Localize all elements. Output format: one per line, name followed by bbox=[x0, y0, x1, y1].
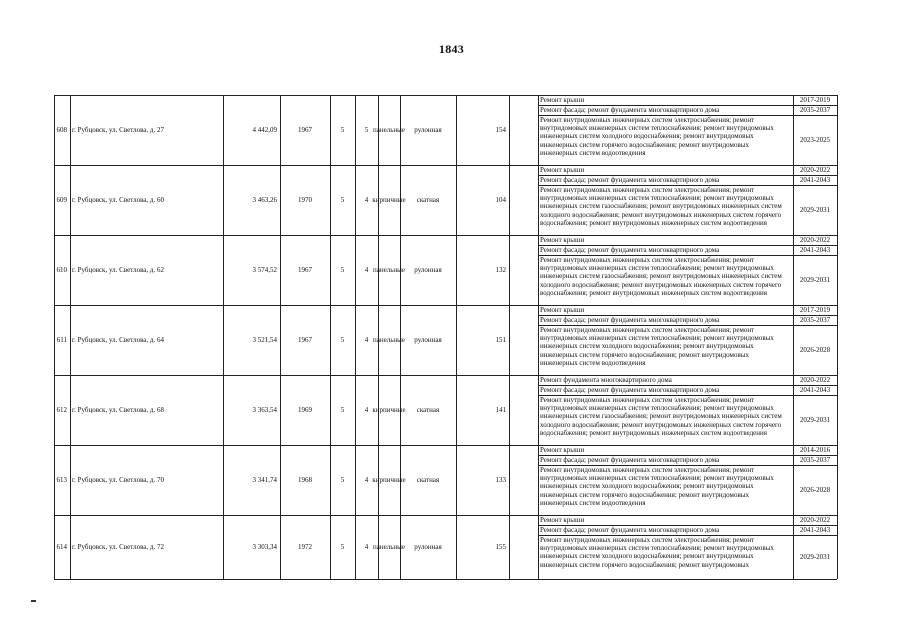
repair-work-description: Ремонт фасада; ремонт фундамента многоквартирного дома bbox=[540, 176, 720, 184]
residents-count: 154 bbox=[495, 126, 506, 134]
wall-material: кирпичные bbox=[372, 196, 406, 204]
repair-work-description: Ремонт внутридомовых инженерных систем электроснабжения; ремонт внутридомовых инженерных систем теплоснабжения; ремонт внутридомовых инженерных систем холодного водоснабжения; ремонт внутридомовых инженерных систем горячего водоснабжения; ремонт внутридомовых инженерных систем водоотведения bbox=[540, 326, 774, 367]
row-number: 613 bbox=[56, 476, 67, 484]
residents-count: 141 bbox=[495, 406, 506, 414]
repair-period: 2029-2031 bbox=[799, 276, 831, 284]
house-area: 3 363,54 bbox=[252, 406, 277, 414]
repair-work-description: Ремонт внутридомовых инженерных систем электроснабжения; ремонт внутридомовых инженерных систем теплоснабжения; ремонт внутридомовых инженерных систем газоснабжения; ремонт внутридомовых инженерных систем холодного водоснабжения; ремонт внутридомовых инженерных систем горячего водоснабжения; ремонт внутридомовых инженерных систем водоотведения bbox=[540, 256, 782, 297]
entrances-count: 4 bbox=[364, 406, 369, 414]
floors-count: 5 bbox=[340, 196, 345, 204]
repair-period: 2035-2037 bbox=[799, 106, 831, 114]
build-year: 1970 bbox=[298, 196, 312, 204]
house-area: 3 463,26 bbox=[252, 196, 277, 204]
roof-type: рулонная bbox=[414, 266, 442, 274]
residents-count: 104 bbox=[495, 196, 506, 204]
build-year: 1972 bbox=[298, 543, 312, 551]
repair-work-description: Ремонт внутридомовых инженерных систем электроснабжения; ремонт внутридомовых инженерных систем теплоснабжения; ремонт внутридомовых инженерных систем холодного водоснабжения; ремонт внутридомовых инженерных систем горячего водоснабжения; ремонт внутридомовых инженерных систем водоотведения bbox=[540, 466, 774, 507]
housing-table bbox=[54, 95, 837, 579]
repair-period: 2017-2019 bbox=[799, 306, 831, 314]
repair-period: 2020-2022 bbox=[799, 166, 831, 174]
repair-work-description: Ремонт крыши bbox=[540, 306, 585, 314]
wall-material: кирпичные bbox=[372, 406, 406, 414]
residents-count: 133 bbox=[495, 476, 506, 484]
wall-material: кирпичные bbox=[372, 476, 406, 484]
repair-period: 2035-2037 bbox=[799, 456, 831, 464]
build-year: 1968 bbox=[298, 476, 312, 484]
row-number: 609 bbox=[56, 196, 67, 204]
row-number: 614 bbox=[56, 543, 67, 551]
floors-count: 5 bbox=[340, 406, 345, 414]
row-number: 610 bbox=[56, 266, 67, 274]
roof-type: рулонная bbox=[414, 543, 442, 551]
house-area: 3 303,34 bbox=[252, 543, 277, 551]
entrances-count: 4 bbox=[364, 266, 369, 274]
repair-work-description: Ремонт фундамента многоквартирного дома bbox=[540, 376, 672, 384]
roof-type: скатная bbox=[416, 476, 440, 484]
entrances-count: 5 bbox=[364, 126, 369, 134]
roof-type: скатная bbox=[416, 196, 440, 204]
residents-count: 151 bbox=[495, 336, 506, 344]
repair-work-description: Ремонт внутридомовых инженерных систем электроснабжения; ремонт внутридомовых инженерных систем теплоснабжения; ремонт внутридомовых инженерных систем холодного водоснабжения; ремонт внутридомовых инженерных систем горячего водоснабжения; ремонт внутридомовых bbox=[540, 536, 774, 569]
residents-count: 132 bbox=[495, 266, 506, 274]
row-number: 612 bbox=[56, 406, 67, 414]
repair-period: 2020-2022 bbox=[799, 236, 831, 244]
repair-work-description: Ремонт внутридомовых инженерных систем электроснабжения; ремонт внутридомовых инженерных систем теплоснабжения; ремонт внутридомовых инженерных систем газоснабжения; ремонт внутридомовых инженерных систем холодного водоснабжения; ремонт внутридомовых инженерных систем горячего водоснабжения; ремонт внутридомовых инженерных систем водоотведения bbox=[540, 396, 782, 437]
house-area: 4 442,09 bbox=[252, 126, 277, 134]
repair-work-description: Ремонт крыши bbox=[540, 96, 585, 104]
house-address: г. Рубцовск, ул. Светлова, д. 62 bbox=[72, 266, 164, 274]
floors-count: 5 bbox=[340, 126, 345, 134]
table-column-border bbox=[837, 95, 838, 579]
roof-type: рулонная bbox=[414, 126, 442, 134]
repair-period: 2041-2043 bbox=[799, 246, 831, 254]
floors-count: 5 bbox=[340, 476, 345, 484]
house-area: 3 574,52 bbox=[252, 266, 277, 274]
house-area: 3 341,74 bbox=[252, 476, 277, 484]
repair-period: 2023-2025 bbox=[799, 136, 831, 144]
wall-material: панельные bbox=[373, 266, 405, 274]
repair-work-description: Ремонт фасада; ремонт фундамента многоквартирного дома bbox=[540, 526, 720, 534]
scan-mark bbox=[31, 600, 36, 602]
house-address: г. Рубцовск, ул. Светлова, д. 68 bbox=[72, 406, 164, 414]
floors-count: 5 bbox=[340, 543, 345, 551]
build-year: 1967 bbox=[298, 266, 312, 274]
repair-period: 2020-2022 bbox=[799, 516, 831, 524]
build-year: 1967 bbox=[298, 126, 312, 134]
build-year: 1969 bbox=[298, 406, 312, 414]
repair-period: 2029-2031 bbox=[799, 206, 831, 214]
floors-count: 5 bbox=[340, 336, 345, 344]
entrances-count: 4 bbox=[364, 196, 369, 204]
residents-count: 155 bbox=[495, 543, 506, 551]
repair-work-description: Ремонт фасада; ремонт фундамента многоквартирного дома bbox=[540, 106, 720, 114]
repair-work-description: Ремонт крыши bbox=[540, 446, 585, 454]
build-year: 1967 bbox=[298, 336, 312, 344]
roof-type: скатная bbox=[416, 406, 440, 414]
repair-period: 2026-2028 bbox=[799, 346, 831, 354]
page-number: 1843 bbox=[438, 42, 465, 56]
house-address: г. Рубцовск, ул. Светлова, д. 70 bbox=[72, 476, 164, 484]
repair-work-description: Ремонт фасада; ремонт фундамента многоквартирного дома bbox=[540, 456, 720, 464]
repair-work-description: Ремонт фасада; ремонт фундамента многоквартирного дома bbox=[540, 246, 720, 254]
house-address: г. Рубцовск, ул. Светлова, д. 27 bbox=[72, 126, 164, 134]
row-number: 611 bbox=[56, 336, 67, 344]
floors-count: 5 bbox=[340, 266, 345, 274]
repair-period: 2029-2031 bbox=[799, 553, 831, 561]
repair-work-description: Ремонт крыши bbox=[540, 516, 585, 524]
repair-work-description: Ремонт внутридомовых инженерных систем электроснабжения; ремонт внутридомовых инженерных систем теплоснабжения; ремонт внутридомовых инженерных систем холодного водоснабжения; ремонт внутридомовых инженерных систем горячего водоснабжения; ремонт внутридомовых инженерных систем водоотведения bbox=[540, 116, 774, 157]
wall-material: панельные bbox=[373, 126, 405, 134]
row-number: 608 bbox=[56, 126, 67, 134]
repair-work-description: Ремонт внутридомовых инженерных систем электроснабжения; ремонт внутридомовых инженерных систем теплоснабжения; ремонт внутридомовых инженерных систем газоснабжения; ремонт внутридомовых инженерных систем холодного водоснабжения; ремонт внутридомовых инженерных систем горячего водоснабжения; ремонт внутридомовых инженерных систем водоотведения bbox=[540, 186, 782, 227]
repair-period: 2014-2016 bbox=[799, 446, 831, 454]
table-row-border bbox=[54, 579, 837, 580]
repair-period: 2020-2022 bbox=[799, 376, 831, 384]
repair-work-description: Ремонт крыши bbox=[540, 166, 585, 174]
house-address: г. Рубцовск, ул. Светлова, д. 64 bbox=[72, 336, 164, 344]
wall-material: панельные bbox=[373, 543, 405, 551]
entrances-count: 4 bbox=[364, 543, 369, 551]
roof-type: рулонная bbox=[414, 336, 442, 344]
repair-work-description: Ремонт фасада; ремонт фундамента многоквартирного дома bbox=[540, 316, 720, 324]
house-address: г. Рубцовск, ул. Светлова, д. 72 bbox=[72, 543, 164, 551]
wall-material: панельные bbox=[373, 336, 405, 344]
repair-period: 2035-2037 bbox=[799, 316, 831, 324]
repair-period: 2026-2028 bbox=[799, 486, 831, 494]
repair-period: 2029-2031 bbox=[799, 416, 831, 424]
repair-work-description: Ремонт крыши bbox=[540, 236, 585, 244]
entrances-count: 4 bbox=[364, 336, 369, 344]
repair-period: 2017-2019 bbox=[799, 96, 831, 104]
table-column-border bbox=[509, 95, 510, 579]
repair-period: 2041-2043 bbox=[799, 386, 831, 394]
repair-period: 2041-2043 bbox=[799, 176, 831, 184]
repair-work-description: Ремонт фасада; ремонт фундамента многоквартирного дома bbox=[540, 386, 720, 394]
house-area: 3 521,54 bbox=[252, 336, 277, 344]
house-address: г. Рубцовск, ул. Светлова, д. 60 bbox=[72, 196, 164, 204]
entrances-count: 4 bbox=[364, 476, 369, 484]
repair-period: 2041-2043 bbox=[799, 526, 831, 534]
